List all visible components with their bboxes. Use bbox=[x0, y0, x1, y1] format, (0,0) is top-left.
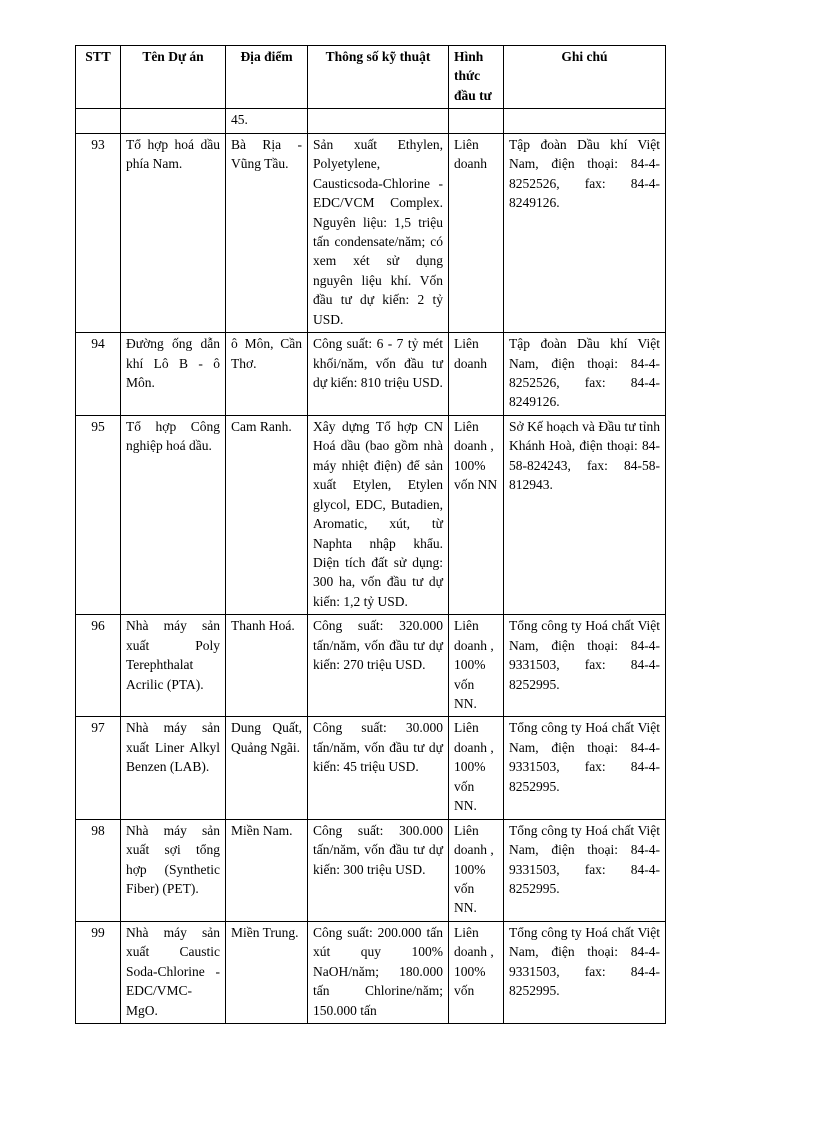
cell-location: Miền Nam. bbox=[226, 819, 308, 921]
table-row bbox=[76, 415, 666, 614]
table-row bbox=[76, 615, 666, 717]
cell-investment-form: Liên doanh , 100% vốn bbox=[449, 921, 504, 1023]
cell-project-name: Tổ hợp Công nghiệp hoá dầu. bbox=[121, 415, 226, 614]
header-investment-form: Hình thức đầu tư bbox=[449, 46, 504, 109]
cell-investment-form bbox=[449, 109, 504, 133]
cell-location: 45. bbox=[226, 109, 308, 133]
cell-specs bbox=[308, 109, 449, 133]
cell-project-name: Nhà máy sản xuất Liner Alkyl Benzen (LAB). bbox=[121, 717, 226, 819]
header-row bbox=[76, 46, 666, 109]
cell-note: Sở Kế hoạch và Đầu tư tỉnh Khánh Hoà, điện thoại: 84-58-824243, fax: 84-58-812943. bbox=[504, 415, 666, 614]
table-header bbox=[76, 46, 666, 109]
cell-specs: Công suất: 30.000 tấn/năm, vốn đầu tư dự kiến: 45 triệu USD. bbox=[308, 717, 449, 819]
cell-location: Dung Quất, Quảng Ngãi. bbox=[226, 717, 308, 819]
table-row bbox=[76, 333, 666, 416]
table-body bbox=[76, 109, 666, 1024]
cell-note: Tập đoàn Dầu khí Việt Nam, điện thoại: 84-4-8252526, fax: 84-4-8249126. bbox=[504, 133, 666, 332]
header-note: Ghi chú bbox=[504, 46, 666, 109]
header-project-name: Tên Dự án bbox=[121, 46, 226, 109]
cell-stt: 95 bbox=[76, 415, 121, 614]
cell-project-name: Nhà máy sản xuất sợi tổng hợp (Synthetic Fiber) (PET). bbox=[121, 819, 226, 921]
cell-note: Tổng công ty Hoá chất Việt Nam, điện thoại: 84-4-9331503, fax: 84-4-8252995. bbox=[504, 921, 666, 1023]
header-location: Địa điểm bbox=[226, 46, 308, 109]
cell-investment-form: Liên doanh , 100% vốn NN. bbox=[449, 819, 504, 921]
table-row bbox=[76, 133, 666, 332]
cell-specs: Xây dựng Tổ hợp CN Hoá dầu (bao gồm nhà máy nhiệt điện) để sản xuất Etylen, Etylen glycol, EDC, Butadien, Aromatic, xút, từ Naphta nhập khẩu. Diện tích đất sử dụng: 300 ha, vốn đầu tư dự kiến: 1,2 tỷ USD. bbox=[308, 415, 449, 614]
cell-note: Tổng công ty Hoá chất Việt Nam, điện thoại: 84-4-9331503, fax: 84-4-8252995. bbox=[504, 819, 666, 921]
table-row bbox=[76, 109, 666, 133]
cell-investment-form: Liên doanh , 100% vốn NN. bbox=[449, 717, 504, 819]
table-row bbox=[76, 921, 666, 1023]
cell-stt: 97 bbox=[76, 717, 121, 819]
cell-specs: Công suất: 200.000 tấn xút quy 100% NaOH/năm; 180.000 tấn Chlorine/năm; 150.000 tấn bbox=[308, 921, 449, 1023]
cell-stt: 99 bbox=[76, 921, 121, 1023]
header-specs: Thông số kỹ thuật bbox=[308, 46, 449, 109]
cell-location: Bà Rịa - Vũng Tầu. bbox=[226, 133, 308, 332]
cell-stt: 98 bbox=[76, 819, 121, 921]
table-row bbox=[76, 819, 666, 921]
cell-specs: Công suất: 300.000 tấn/năm, vốn đầu tư dự kiến: 300 triệu USD. bbox=[308, 819, 449, 921]
cell-investment-form: Liên doanh , 100% vốn NN bbox=[449, 415, 504, 614]
cell-specs: Công suất: 6 - 7 tỷ mét khối/năm, vốn đầu tư dự kiến: 810 triệu USD. bbox=[308, 333, 449, 416]
cell-project-name: Nhà máy sản xuất Caustic Soda-Chlorine -EDC/VMC- MgO. bbox=[121, 921, 226, 1023]
cell-investment-form: Liên doanh , 100% vốn NN. bbox=[449, 615, 504, 717]
cell-project-name bbox=[121, 109, 226, 133]
cell-location: Thanh Hoá. bbox=[226, 615, 308, 717]
cell-note: Tổng công ty Hoá chất Việt Nam, điện thoại: 84-4-9331503, fax: 84-4-8252995. bbox=[504, 615, 666, 717]
cell-stt bbox=[76, 109, 121, 133]
header-stt: STT bbox=[76, 46, 121, 109]
cell-investment-form: Liên doanh bbox=[449, 333, 504, 416]
cell-project-name: Đường ống dẫn khí Lô B - ô Môn. bbox=[121, 333, 226, 416]
table-row bbox=[76, 717, 666, 819]
cell-stt: 96 bbox=[76, 615, 121, 717]
cell-project-name: Nhà máy sản xuất Poly Terephthalat Acrilic (PTA). bbox=[121, 615, 226, 717]
cell-note: Tổng công ty Hoá chất Việt Nam, điện thoại: 84-4-9331503, fax: 84-4-8252995. bbox=[504, 717, 666, 819]
cell-investment-form: Liên doanh bbox=[449, 133, 504, 332]
cell-note: Tập đoàn Dầu khí Việt Nam, điện thoại: 84-4-8252526, fax: 84-4-8249126. bbox=[504, 333, 666, 416]
cell-stt: 94 bbox=[76, 333, 121, 416]
cell-location: Cam Ranh. bbox=[226, 415, 308, 614]
cell-project-name: Tổ hợp hoá dầu phía Nam. bbox=[121, 133, 226, 332]
cell-location: ô Môn, Cần Thơ. bbox=[226, 333, 308, 416]
cell-specs: Sản xuất Ethylen, Polyetylene, Causticsoda-Chlorine -EDC/VCM Complex. Nguyên liệu: 1,5 triệu tấn condensate/năm; có xem xét sử dụng nguyên liệu khí. Vốn đầu tư dự kiến: 2 tỷ USD. bbox=[308, 133, 449, 332]
cell-stt: 93 bbox=[76, 133, 121, 332]
cell-location: Miền Trung. bbox=[226, 921, 308, 1023]
cell-specs: Công suất: 320.000 tấn/năm, vốn đầu tư dự kiến: 270 triệu USD. bbox=[308, 615, 449, 717]
cell-note bbox=[504, 109, 666, 133]
projects-table bbox=[75, 45, 666, 1024]
